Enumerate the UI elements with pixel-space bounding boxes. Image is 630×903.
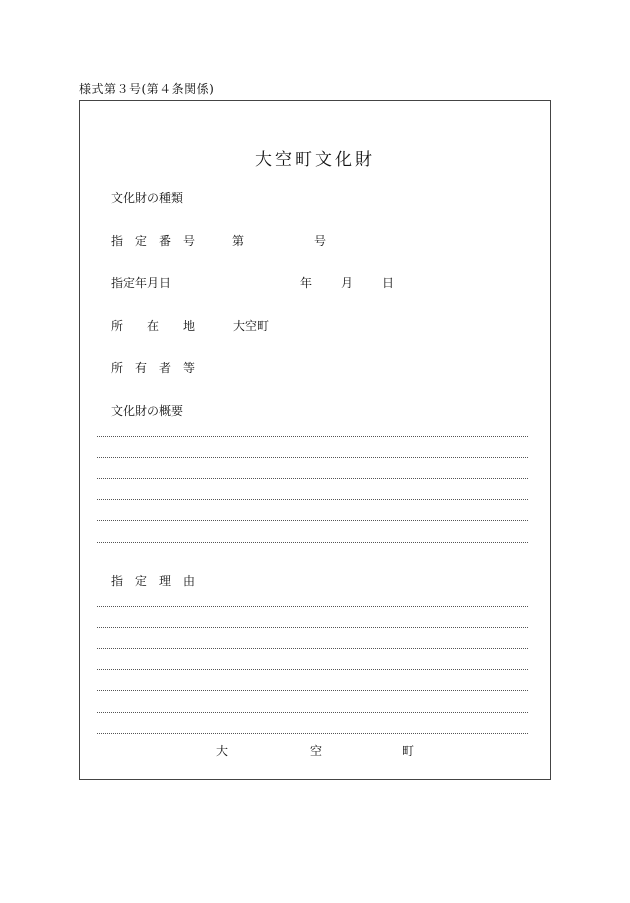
signature-char-3: 町: [402, 744, 415, 758]
number-suffix: 号: [314, 234, 327, 248]
number-prefix: 第: [232, 234, 245, 248]
date-year: 年: [300, 276, 313, 290]
location-label: 所 在 地: [111, 319, 196, 333]
summary-line: [97, 520, 528, 521]
reason-line: [97, 606, 528, 607]
kind-label: 文化財の種類: [111, 191, 184, 205]
form-title: 大空町文化財: [255, 150, 375, 170]
reason-line: [97, 690, 528, 691]
date-month: 月: [341, 276, 354, 290]
summary-line: [97, 499, 528, 500]
signature-char-1: 大: [216, 744, 229, 758]
summary-line: [97, 436, 528, 437]
reason-line: [97, 733, 528, 734]
reason-line: [97, 627, 528, 628]
form-caption: 様式第３号(第４条関係): [79, 82, 215, 96]
signature-char-2: 空: [310, 744, 323, 758]
reason-line: [97, 648, 528, 649]
owner-label: 所 有 者 等: [111, 361, 196, 375]
location-value: 大空町: [233, 319, 270, 333]
reason-line: [97, 669, 528, 670]
summary-line: [97, 457, 528, 458]
number-label: 指 定 番 号: [111, 234, 196, 248]
summary-line: [97, 542, 528, 543]
reason-label: 指 定 理 由: [111, 574, 196, 588]
date-day: 日: [382, 276, 395, 290]
reason-line: [97, 712, 528, 713]
date-label: 指定年月日: [111, 276, 172, 290]
summary-label: 文化財の概要: [111, 404, 184, 418]
summary-line: [97, 478, 528, 479]
